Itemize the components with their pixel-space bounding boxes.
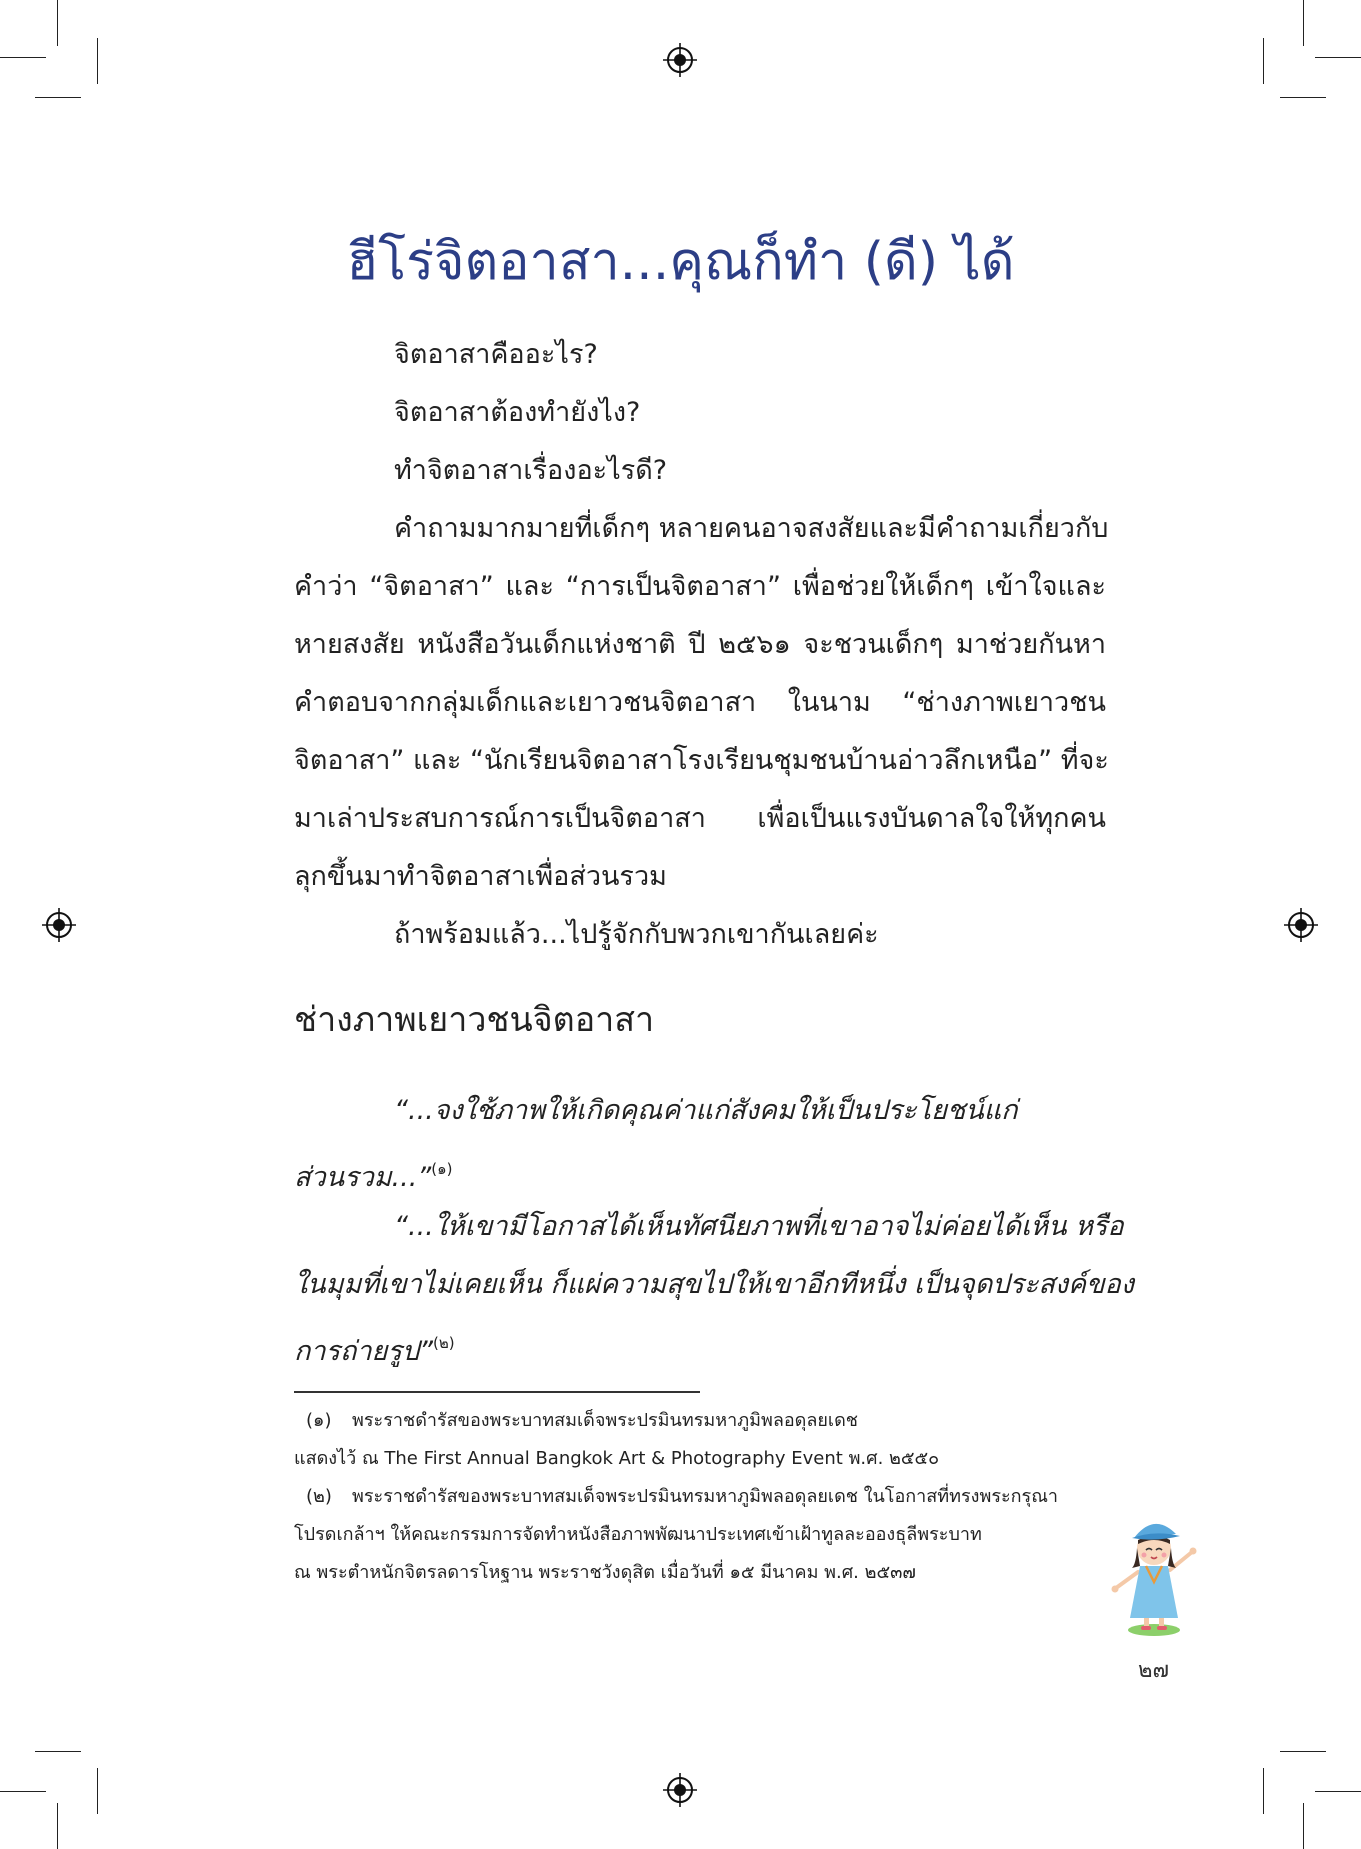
crop-mark <box>1263 1768 1264 1814</box>
crop-mark <box>1280 1751 1326 1752</box>
footnote-text: โปรดเกล้าฯ ให้คณะกรรมการจัดทำหนังสือภาพพัฒนาประเทศเข้าเฝ้าทูลละอองธุลีพระบาท <box>294 1524 982 1545</box>
crop-mark <box>0 1791 46 1792</box>
footnote-text: พระราชดำรัสของพระบาทสมเด็จพระปรมินทรมหาภูมิพลอดุลยเดช ในโอกาสที่ทรงพระกรุณา <box>352 1486 1059 1507</box>
intro-question: ทำจิตอาสาเรื่องอะไรดี? <box>394 455 668 486</box>
section-heading: ช่างภาพเยาวชนจิตอาสา <box>294 1000 655 1040</box>
crop-mark <box>97 1768 98 1814</box>
quote-line <box>294 1314 1106 1381</box>
footnote-ref: (๑) <box>431 1160 453 1178</box>
paragraph-line: มาเล่าประสบการณ์การเป็นจิตอาสา เพื่อเป็นแรงบันดาลใจให้ทุกคน <box>294 803 1106 834</box>
crop-mark <box>1280 97 1326 98</box>
quote-text: ส่วนรวม...” <box>294 1162 432 1193</box>
page-title: ฮีโร่จิตอาสา...คุณก็ทำ (ดี) ได้ <box>346 232 1015 292</box>
quote-line: “...ให้เขามีโอกาสได้เห็นทัศนียภาพที่เขาอาจไม่ค่อยได้เห็น หรือ <box>394 1211 1124 1242</box>
paragraph-line: ลุกขึ้นมาทำจิตอาสาเพื่อส่วนรวม <box>294 861 667 892</box>
footnote-2 <box>294 1478 1106 1592</box>
registration-mark-icon <box>663 43 697 77</box>
page-number: ๒๗ <box>1138 1658 1170 1683</box>
crop-mark <box>0 57 46 58</box>
paragraph-line: หายสงสัย หนังสือวันเด็กแห่งชาติ ปี ๒๕๖๑ จะชวนเด็กๆ มาช่วยกันหา <box>294 629 1106 660</box>
crop-mark <box>35 1751 81 1752</box>
paragraph-line: คำว่า “จิตอาสา” และ “การเป็นจิตอาสา” เพื่อช่วยให้เด็กๆ เข้าใจและ <box>294 571 1106 602</box>
quote-2 <box>294 1198 1134 1381</box>
crop-mark <box>1303 1803 1304 1849</box>
registration-mark-icon <box>42 908 76 942</box>
footnote-text: พระราชดำรัสของพระบาทสมเด็จพระปรมินทรมหาภูมิพลอดุลยเดช <box>352 1410 858 1431</box>
closing-line: ถ้าพร้อมแล้ว...ไปรู้จักกับพวกเขากันเลยค่ะ <box>394 919 879 950</box>
footnote-1 <box>294 1402 1106 1478</box>
quote-line: “...จงใช้ภาพให้เกิดคุณค่าแก่สังคมให้เป็นประโยชน์แก่ <box>394 1095 1018 1126</box>
crop-mark <box>35 97 81 98</box>
footnote-number: (๑) <box>306 1410 332 1431</box>
quote-line <box>294 1140 1106 1207</box>
paragraph-line: คำถามมากมายที่เด็กๆ หลายคนอาจสงสัยและมีคำถามเกี่ยวกับ <box>394 513 1109 544</box>
girl-mascot-illustration <box>1110 1508 1200 1636</box>
crop-mark <box>57 0 58 46</box>
paragraph-line: จิตอาสา” และ “นักเรียนจิตอาสาโรงเรียนชุมชนบ้านอ่าวลึกเหนือ” ที่จะ <box>294 745 1109 776</box>
crop-mark <box>1263 38 1264 84</box>
intro-body <box>294 326 1109 964</box>
quote-text: การถ่ายรูป” <box>294 1336 433 1367</box>
footnote-text: ณ พระตำหนักจิตรลดารโหฐาน พระราชวังดุสิต เมื่อวันที่ ๑๕ มีนาคม พ.ศ. ๒๕๓๗ <box>294 1562 916 1583</box>
footnote-text: แสดงไว้ ณ The First Annual Bangkok Art & Photography Event พ.ศ. ๒๕๕๐ <box>294 1448 940 1469</box>
registration-mark-icon <box>663 1773 697 1807</box>
crop-mark <box>1303 0 1304 46</box>
crop-mark <box>1315 57 1361 58</box>
footnote-number: (๒) <box>306 1486 332 1507</box>
crop-mark <box>57 1803 58 1849</box>
crop-mark <box>97 38 98 84</box>
paragraph-line: คำตอบจากกลุ่มเด็กและเยาวชนจิตอาสา ในนาม “ช่างภาพเยาวชน <box>294 687 1106 718</box>
quote-1 <box>294 1082 1106 1207</box>
registration-mark-icon <box>1284 908 1318 942</box>
footnote-divider <box>294 1391 700 1393</box>
intro-question: จิตอาสาต้องทำยังไง? <box>394 397 641 428</box>
intro-question: จิตอาสาคืออะไร? <box>394 339 598 370</box>
footnote-ref: (๒) <box>432 1334 455 1352</box>
crop-mark <box>1315 1791 1361 1792</box>
quote-line: ในมุมที่เขาไม่เคยเห็น ก็แผ่ความสุขไปให้เขาอีกทีหนึ่ง เป็นจุดประสงค์ของ <box>294 1269 1134 1300</box>
